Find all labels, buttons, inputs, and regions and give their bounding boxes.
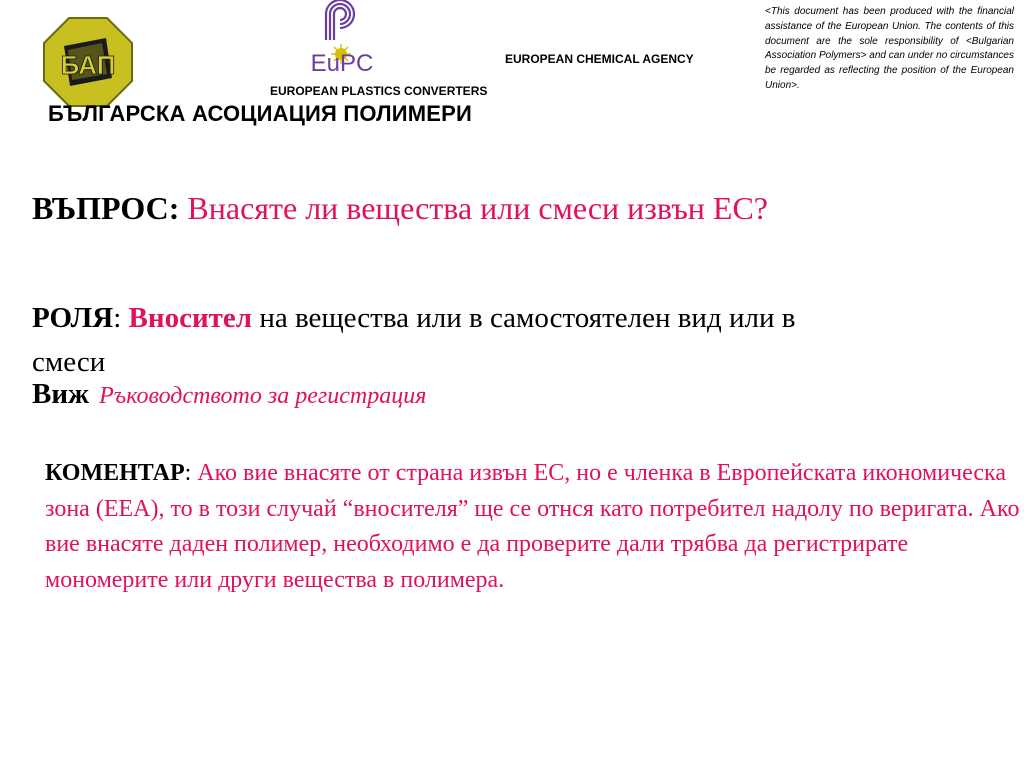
see-label: Виж <box>32 378 90 410</box>
comment-colon: : <box>184 460 198 486</box>
bap-logo-text: БАП <box>60 50 116 80</box>
question-block <box>32 190 768 227</box>
question-text: Внасяте ли вещества или смеси извън ЕС? <box>187 190 768 226</box>
role-colon: : <box>113 302 129 334</box>
role-emphasis: Вносител <box>128 302 253 334</box>
registration-guide-link[interactable]: Ръководството за регистрация <box>99 383 427 409</box>
eca-label: EUROPEAN CHEMICAL AGENCY <box>505 52 694 66</box>
comment-block <box>45 456 1020 598</box>
role-text: на вещества или в самостоятелен вид или в смеси <box>32 302 796 378</box>
question-label: ВЪПРОС: <box>32 190 180 226</box>
see-block <box>32 378 426 411</box>
comment-text: Ако вие внасяте от страна извън ЕС, но е членка в Европейската икономическа зона (ЕЕА), то в този случай “вносителя” ще се отнся като потребител надолу по веригата. Ако вие внасяте даден полимер, необходимо е да проверите дали трябва да регистрирате мономерите или други вещества в полимера. <box>45 460 1020 593</box>
eu-disclaimer: <This document has been produced with the financial assistance of the European Union. The contents of this document are the sole responsibility of <Bulgarian Association Polymers> and can under no circumstances be regarded as reflecting the position of the European Union>. <box>765 6 1014 91</box>
eupc-logo-text: EuPC <box>310 50 374 76</box>
eupc-label: EUROPEAN PLASTICS CONVERTERS <box>270 84 488 98</box>
association-name: БЪЛГАРСКА АСОЦИАЦИЯ ПОЛИМЕРИ <box>48 101 473 126</box>
role-block <box>32 296 872 384</box>
comment-label: КОМЕНТАР <box>45 460 185 486</box>
eupc-logo <box>300 0 384 76</box>
role-label: РОЛЯ <box>32 302 114 334</box>
bap-logo <box>42 16 134 108</box>
